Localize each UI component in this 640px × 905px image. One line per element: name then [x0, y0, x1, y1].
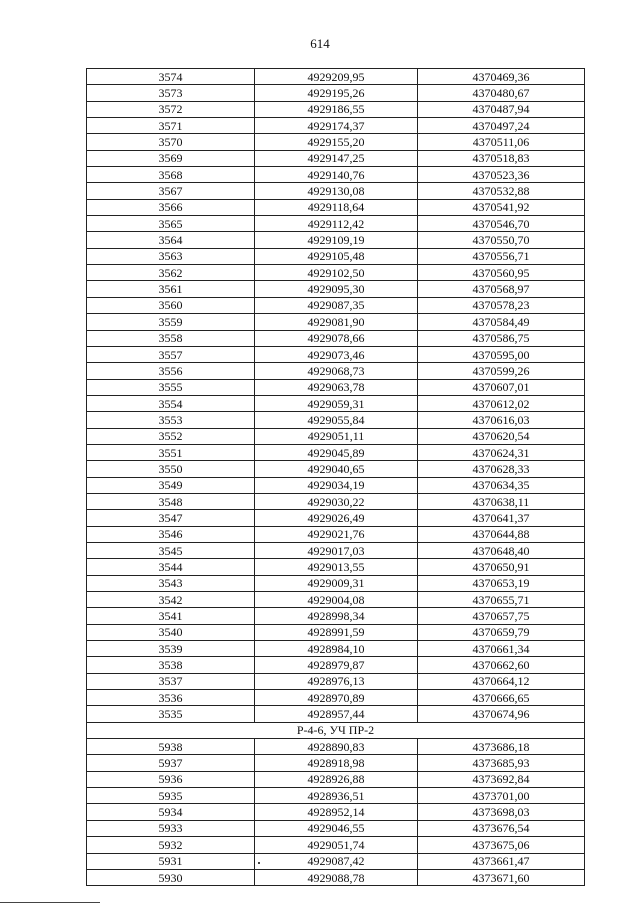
y-coordinate-cell: 4373686,18 [418, 739, 585, 755]
x-coordinate-cell: 4929073,46 [255, 346, 418, 362]
y-coordinate-cell: 4373671,60 [418, 869, 585, 885]
x-coordinate-cell: 4929195,26 [255, 85, 418, 101]
table-row [87, 608, 585, 624]
x-coordinate-cell: 4929068,73 [255, 363, 418, 379]
table-row [87, 118, 585, 134]
y-coordinate-cell: 4370662,60 [418, 657, 585, 673]
y-coordinate-cell: 4370659,79 [418, 624, 585, 640]
x-coordinate-cell: 4929155,20 [255, 134, 418, 150]
y-coordinate-cell: 4370641,37 [418, 510, 585, 526]
y-coordinate-cell: 4370586,75 [418, 330, 585, 346]
x-coordinate-cell: 4929112,42 [255, 216, 418, 232]
point-number-cell: 3568 [87, 167, 255, 183]
y-coordinate-cell: 4370480,67 [418, 85, 585, 101]
x-coordinate-cell: 4929087,35 [255, 297, 418, 313]
y-coordinate-cell: 4370620,54 [418, 428, 585, 444]
point-number-cell: 3539 [87, 641, 255, 657]
y-coordinate-cell: 4370568,97 [418, 281, 585, 297]
table-row [87, 281, 585, 297]
y-coordinate-cell: 4370628,33 [418, 461, 585, 477]
table-row [87, 657, 585, 673]
y-coordinate-cell: 4370655,71 [418, 592, 585, 608]
y-coordinate-cell: 4370648,40 [418, 542, 585, 558]
y-coordinate-cell: 4370550,70 [418, 232, 585, 248]
x-coordinate-cell: 4929034,19 [255, 477, 418, 493]
table-row [87, 314, 585, 330]
table-row [87, 788, 585, 804]
y-coordinate-cell: 4370666,65 [418, 690, 585, 706]
table-row [87, 526, 585, 542]
y-coordinate-cell: 4370532,88 [418, 183, 585, 199]
point-number-cell: 3544 [87, 559, 255, 575]
x-coordinate-cell: 4929088,78 [255, 869, 418, 885]
point-number-cell: 3563 [87, 248, 255, 264]
x-coordinate-cell: 4929186,55 [255, 101, 418, 117]
y-coordinate-cell: 4373692,84 [418, 771, 585, 787]
table-row [87, 641, 585, 657]
x-coordinate-cell: 4928979,87 [255, 657, 418, 673]
point-number-cell: 5930 [87, 869, 255, 885]
y-coordinate-cell: 4373675,06 [418, 837, 585, 853]
point-number-cell: 3572 [87, 101, 255, 117]
x-coordinate-cell: 4929045,89 [255, 444, 418, 460]
x-coordinate-cell: 4929013,55 [255, 559, 418, 575]
x-coordinate-cell: 4928936,51 [255, 788, 418, 804]
point-number-cell: 3569 [87, 150, 255, 166]
point-number-cell: 3565 [87, 216, 255, 232]
table-row [87, 559, 585, 575]
y-coordinate-cell: 4370546,70 [418, 216, 585, 232]
point-number-cell: 3547 [87, 510, 255, 526]
x-coordinate-cell: 4929109,19 [255, 232, 418, 248]
x-coordinate-cell: 4929009,31 [255, 575, 418, 591]
point-number-cell: 3556 [87, 363, 255, 379]
x-coordinate-cell: 4929087,42 [255, 853, 418, 869]
point-number-cell: 3538 [87, 657, 255, 673]
table-row [87, 444, 585, 460]
table-row [87, 706, 585, 722]
point-number-cell: 3551 [87, 444, 255, 460]
x-coordinate-cell: 4929140,76 [255, 167, 418, 183]
x-coordinate-cell: 4928984,10 [255, 641, 418, 657]
point-number-cell: 3536 [87, 690, 255, 706]
x-coordinate-cell: 4929046,55 [255, 820, 418, 836]
point-number-cell: 5934 [87, 804, 255, 820]
x-coordinate-cell: 4929021,76 [255, 526, 418, 542]
y-coordinate-cell: 4370518,83 [418, 150, 585, 166]
coordinates-table-body [87, 69, 585, 886]
y-coordinate-cell: 4370653,19 [418, 575, 585, 591]
x-coordinate-cell: 4928976,13 [255, 673, 418, 689]
y-coordinate-cell: 4370560,95 [418, 265, 585, 281]
table-row [87, 199, 585, 215]
point-number-cell: 3557 [87, 346, 255, 362]
y-coordinate-cell: 4370556,71 [418, 248, 585, 264]
table-row [87, 493, 585, 509]
point-number-cell: 5932 [87, 837, 255, 853]
point-number-cell: 3549 [87, 477, 255, 493]
x-coordinate-cell: 4929174,37 [255, 118, 418, 134]
section-header-row [87, 722, 585, 738]
table-row [87, 330, 585, 346]
section-title-cell: Р-4-6, УЧ ПР-2 [87, 722, 585, 738]
table-row [87, 739, 585, 755]
table-row [87, 183, 585, 199]
point-number-cell: 3567 [87, 183, 255, 199]
y-coordinate-cell: 4370541,92 [418, 199, 585, 215]
point-number-cell: 3545 [87, 542, 255, 558]
x-coordinate-cell: 4929095,30 [255, 281, 418, 297]
point-number-cell: 3542 [87, 592, 255, 608]
y-coordinate-cell: 4370469,36 [418, 69, 585, 85]
y-coordinate-cell: 4370497,24 [418, 118, 585, 134]
point-number-cell: 3559 [87, 314, 255, 330]
table-row [87, 575, 585, 591]
x-coordinate-cell: 4929063,78 [255, 379, 418, 395]
table-row [87, 248, 585, 264]
x-coordinate-cell: 4929017,03 [255, 542, 418, 558]
table-row [87, 346, 585, 362]
point-number-cell: 3560 [87, 297, 255, 313]
x-coordinate-cell: 4929040,65 [255, 461, 418, 477]
table-row [87, 85, 585, 101]
table-row [87, 101, 585, 117]
x-coordinate-cell: 4929051,74 [255, 837, 418, 853]
table-row [87, 820, 585, 836]
y-coordinate-cell: 4370638,11 [418, 493, 585, 509]
point-number-cell: 3564 [87, 232, 255, 248]
table-row [87, 428, 585, 444]
point-number-cell: 3554 [87, 395, 255, 411]
point-number-cell: 3566 [87, 199, 255, 215]
x-coordinate-cell: 4928991,59 [255, 624, 418, 640]
x-coordinate-cell: 4929026,49 [255, 510, 418, 526]
y-coordinate-cell: 4370661,34 [418, 641, 585, 657]
point-number-cell: 3570 [87, 134, 255, 150]
y-coordinate-cell: 4373685,93 [418, 755, 585, 771]
table-row [87, 690, 585, 706]
point-number-cell: 3552 [87, 428, 255, 444]
x-coordinate-cell: 4928918,98 [255, 755, 418, 771]
y-coordinate-cell: 4370487,94 [418, 101, 585, 117]
y-coordinate-cell: 4373701,00 [418, 788, 585, 804]
point-number-cell: 5937 [87, 755, 255, 771]
table-row [87, 461, 585, 477]
point-number-cell: 3537 [87, 673, 255, 689]
point-number-cell: 3553 [87, 412, 255, 428]
y-coordinate-cell: 4370607,01 [418, 379, 585, 395]
x-coordinate-cell: 4928926,88 [255, 771, 418, 787]
point-number-cell: 3548 [87, 493, 255, 509]
table-row [87, 297, 585, 313]
y-coordinate-cell: 4370595,00 [418, 346, 585, 362]
table-row [87, 363, 585, 379]
y-coordinate-cell: 4370612,02 [418, 395, 585, 411]
y-coordinate-cell: 4370578,23 [418, 297, 585, 313]
x-coordinate-cell: 4928970,89 [255, 690, 418, 706]
y-coordinate-cell: 4370650,91 [418, 559, 585, 575]
point-number-cell: 3561 [87, 281, 255, 297]
x-coordinate-cell: 4928952,14 [255, 804, 418, 820]
point-number-cell: 3546 [87, 526, 255, 542]
table-row [87, 837, 585, 853]
point-number-cell: 3573 [87, 85, 255, 101]
point-number-cell: 3562 [87, 265, 255, 281]
y-coordinate-cell: 4370624,31 [418, 444, 585, 460]
table-row [87, 673, 585, 689]
x-coordinate-cell: 4929081,90 [255, 314, 418, 330]
point-number-cell: 3555 [87, 379, 255, 395]
x-coordinate-cell: 4929078,66 [255, 330, 418, 346]
table-row [87, 804, 585, 820]
table-row [87, 624, 585, 640]
point-number-cell: 3535 [87, 706, 255, 722]
point-number-cell: 3543 [87, 575, 255, 591]
y-coordinate-cell: 4370599,26 [418, 363, 585, 379]
y-coordinate-cell: 4373661,47 [418, 853, 585, 869]
y-coordinate-cell: 4370523,36 [418, 167, 585, 183]
table-row [87, 542, 585, 558]
point-number-cell: 5935 [87, 788, 255, 804]
table-row [87, 853, 585, 869]
x-coordinate-cell: 4929055,84 [255, 412, 418, 428]
y-coordinate-cell: 4370584,49 [418, 314, 585, 330]
point-number-cell: 3550 [87, 461, 255, 477]
page-number: 614 [310, 36, 330, 51]
coordinates-table [86, 68, 585, 886]
point-number-cell: 3571 [87, 118, 255, 134]
scan-artifact [258, 862, 260, 864]
x-coordinate-cell: 4929030,22 [255, 493, 418, 509]
point-number-cell: 5931 [87, 853, 255, 869]
table-row [87, 265, 585, 281]
table-row [87, 412, 585, 428]
y-coordinate-cell: 4370616,03 [418, 412, 585, 428]
point-number-cell: 5933 [87, 820, 255, 836]
table-row [87, 167, 585, 183]
point-number-cell: 3558 [87, 330, 255, 346]
table-row [87, 510, 585, 526]
x-coordinate-cell: 4928890,83 [255, 739, 418, 755]
table-row [87, 771, 585, 787]
x-coordinate-cell: 4929209,95 [255, 69, 418, 85]
point-number-cell: 3574 [87, 69, 255, 85]
y-coordinate-cell: 4370657,75 [418, 608, 585, 624]
x-coordinate-cell: 4929004,08 [255, 592, 418, 608]
y-coordinate-cell: 4370674,96 [418, 706, 585, 722]
x-coordinate-cell: 4929102,50 [255, 265, 418, 281]
scan-artifact [0, 902, 100, 903]
table-row [87, 69, 585, 85]
table-row [87, 477, 585, 493]
y-coordinate-cell: 4370634,35 [418, 477, 585, 493]
x-coordinate-cell: 4929118,64 [255, 199, 418, 215]
x-coordinate-cell: 4929105,48 [255, 248, 418, 264]
table-row [87, 869, 585, 885]
table-row [87, 592, 585, 608]
table-row [87, 755, 585, 771]
point-number-cell: 5938 [87, 739, 255, 755]
x-coordinate-cell: 4929147,25 [255, 150, 418, 166]
table-row [87, 134, 585, 150]
point-number-cell: 3541 [87, 608, 255, 624]
y-coordinate-cell: 4370644,88 [418, 526, 585, 542]
x-coordinate-cell: 4928998,34 [255, 608, 418, 624]
point-number-cell: 3540 [87, 624, 255, 640]
y-coordinate-cell: 4370511,06 [418, 134, 585, 150]
y-coordinate-cell: 4370664,12 [418, 673, 585, 689]
x-coordinate-cell: 4929051,11 [255, 428, 418, 444]
table-row [87, 395, 585, 411]
y-coordinate-cell: 4373698,03 [418, 804, 585, 820]
x-coordinate-cell: 4929130,08 [255, 183, 418, 199]
y-coordinate-cell: 4373676,54 [418, 820, 585, 836]
table-row [87, 216, 585, 232]
x-coordinate-cell: 4928957,44 [255, 706, 418, 722]
table-row [87, 232, 585, 248]
point-number-cell: 5936 [87, 771, 255, 787]
x-coordinate-cell: 4929059,31 [255, 395, 418, 411]
table-row [87, 379, 585, 395]
table-row [87, 150, 585, 166]
